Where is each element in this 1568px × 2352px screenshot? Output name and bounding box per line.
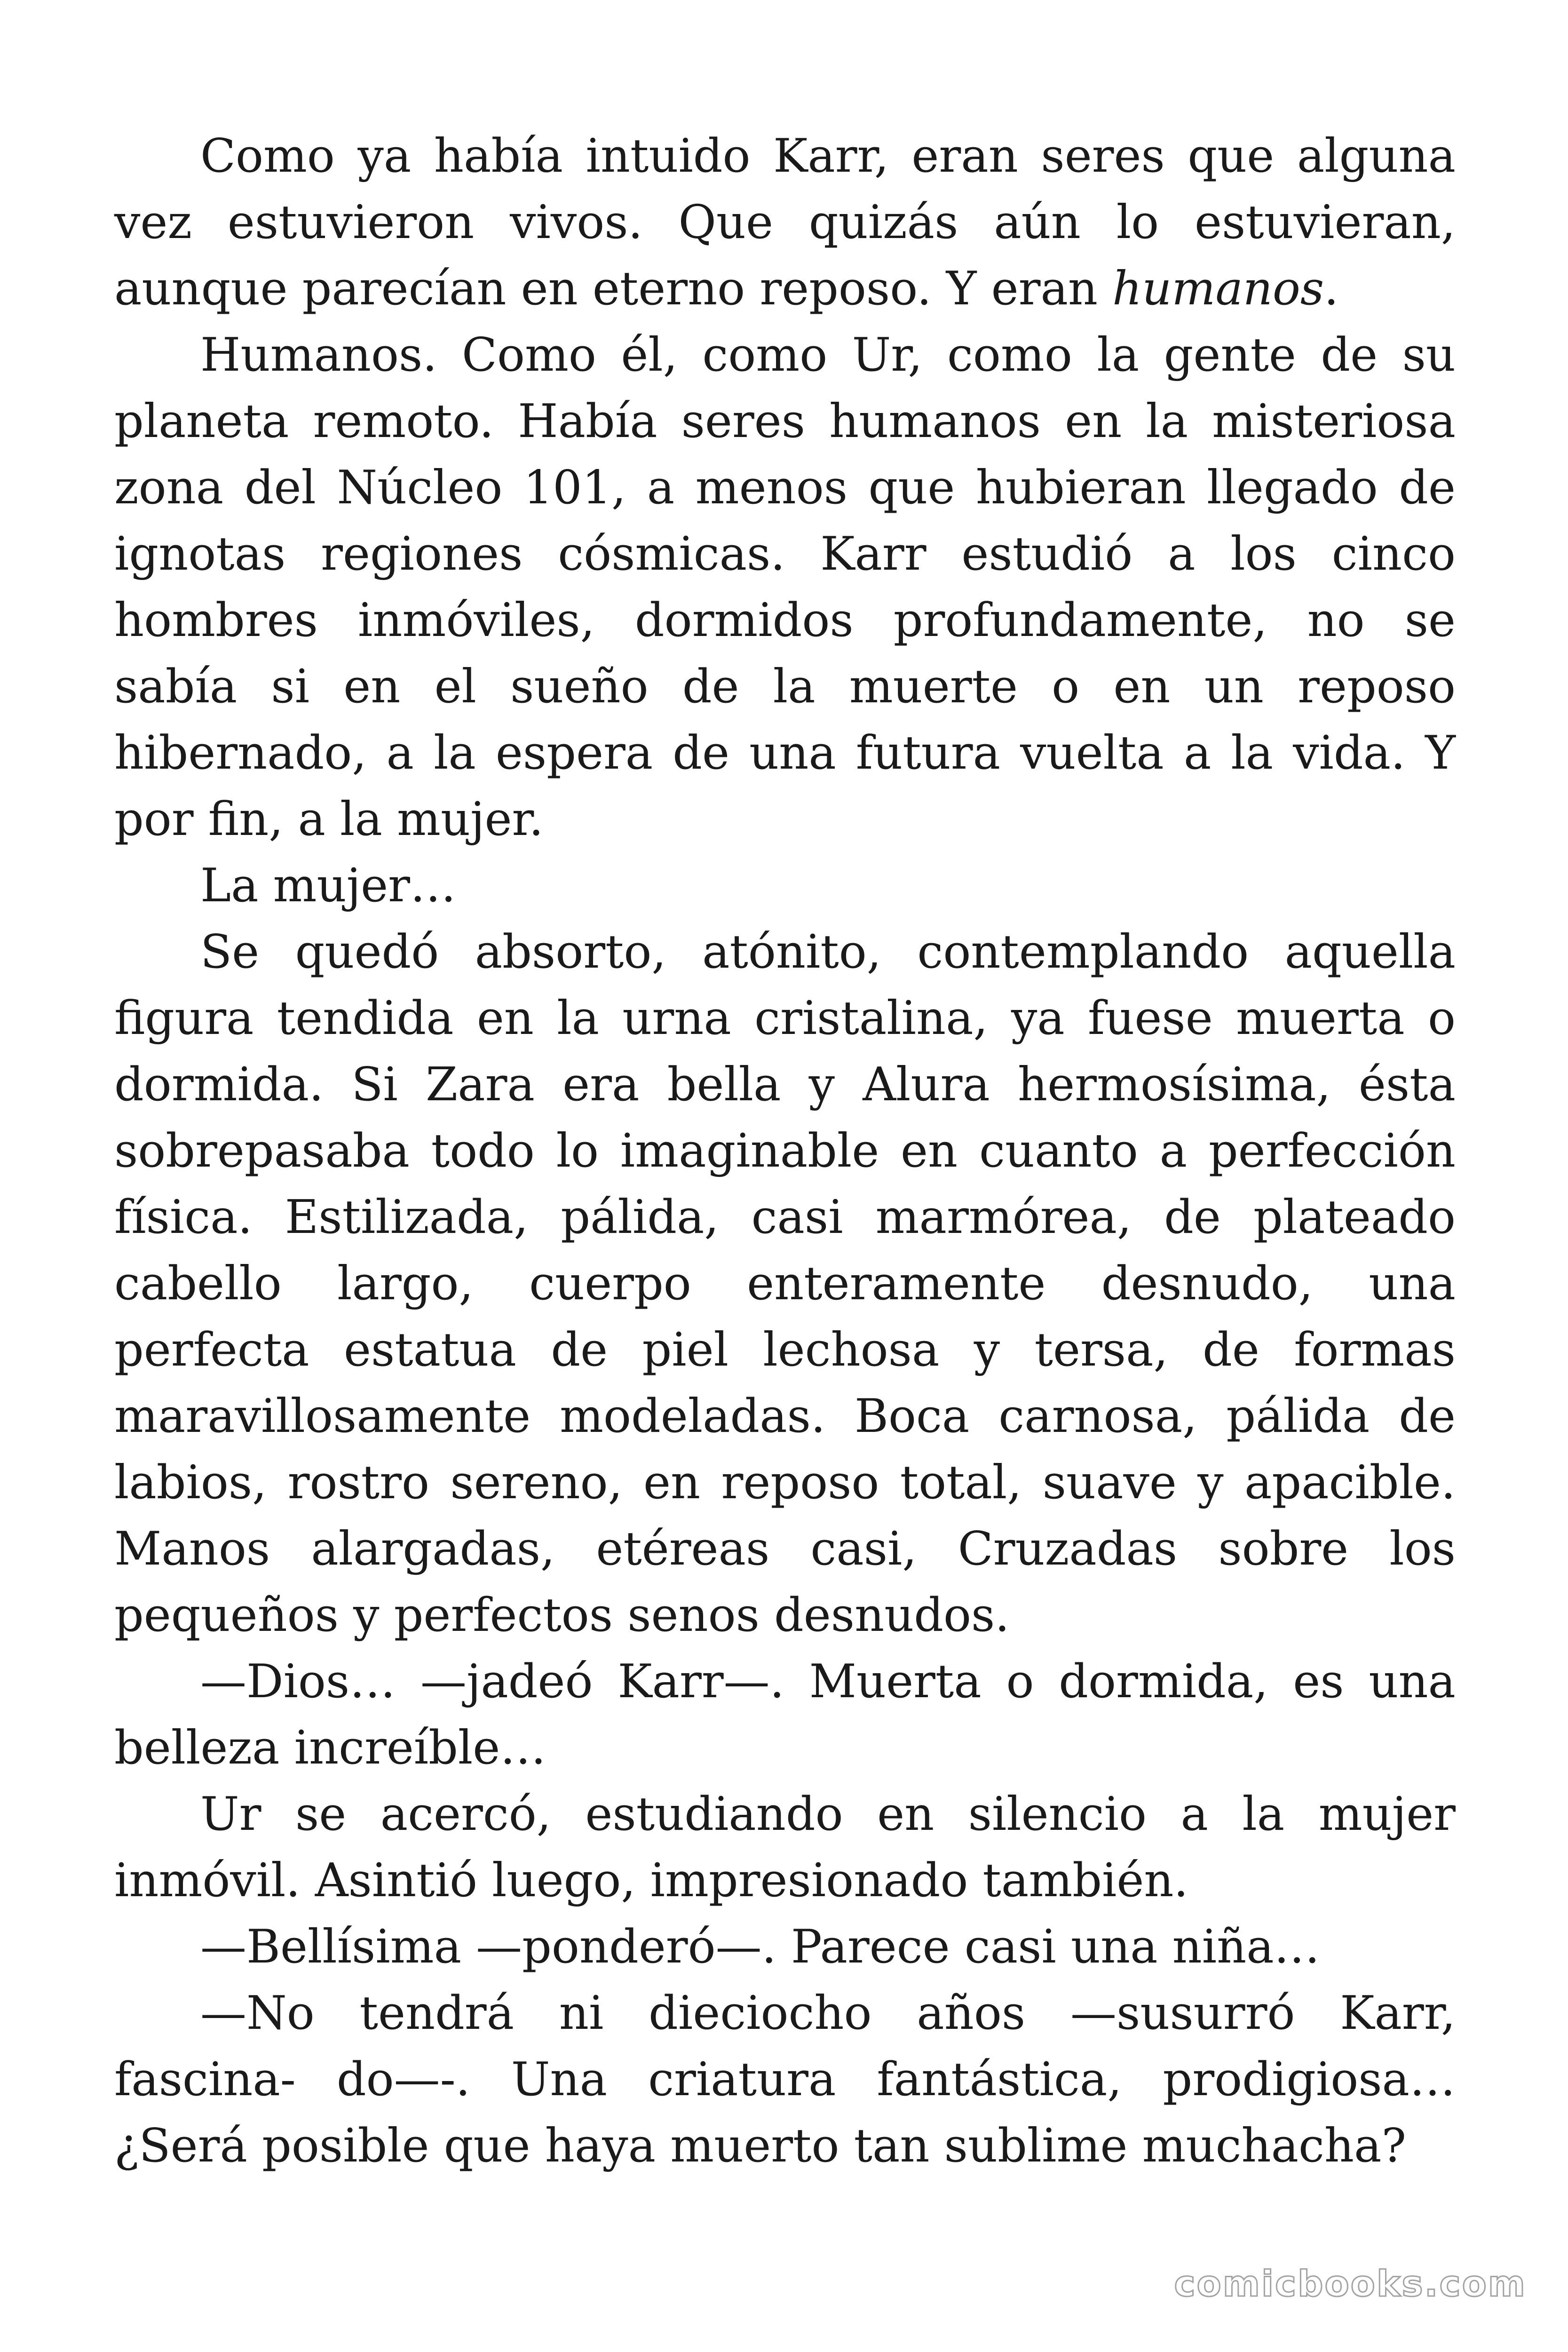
paragraph-1-text: Como ya había intuido Karr, eran seres que alguna vez estuvieron vivos. Que quizás aún lo estuvieran, aunque parecían en eterno reposo. Y eran <box>114 129 1456 316</box>
book-page-body <box>114 123 1456 2179</box>
paragraph-8: —No tendrá ni dieciocho años —susurró Karr, fascina- do—-. Una criatura fantástica, prodigiosa… ¿Será posible que haya muerto tan sublime muchacha? <box>114 1986 1456 2173</box>
paragraph-1 <box>114 123 1456 322</box>
emphasis-humanos: humanos <box>1112 262 1324 316</box>
paragraph-3: La mujer… <box>200 859 456 913</box>
paragraph-2: Humanos. Como él, como Ur, como la gente de su planeta remoto. Había seres humanos en la misteriosa zona del Núcleo 101, a menos que hubieran llegado de ignotas regiones cósmicas. Karr estudió a los cinco hombres inmóviles, dormidos profundamente, no se sabía si en el sueño de la muerte o en un reposo hibernado, a la espera de una futura vuelta a la vida. Y por fin, a la mujer. <box>114 328 1456 846</box>
paragraph-1-end: . <box>1324 262 1339 316</box>
paragraph-7: —Bellísima —ponderó—. Parece casi una niña… <box>200 1920 1320 1974</box>
paragraph-4: Se quedó absorto, atónito, contemplando aquella figura tendida en la urna cristalina, ya fuese muerta o dormida. Si Zara era bella y Alura hermosísima, ésta sobrepasaba todo lo imaginable en cuanto a perfección física. Estilizada, pálida, casi marmórea, de plateado cabello largo, cuerpo enteramente desnudo, una perfecta estatua de piel lechosa y tersa, de formas maravillosamente modeladas. Boca carnosa, pálida de labios, rostro sereno, en reposo total, suave y apacible. Manos alargadas, etéreas casi, Cruzadas sobre los pequeños y perfectos senos desnudos. <box>114 925 1456 1642</box>
watermark-logo: comicbooks.com <box>1174 2263 1527 2304</box>
paragraph-6: Ur se acercó, estudiando en silencio a la mujer inmóvil. Asintió luego, impresionado también. <box>114 1788 1456 1907</box>
paragraph-5: —Dios… —jadeó Karr—. Muerta o dormida, es una belleza increíble… <box>114 1655 1456 1775</box>
